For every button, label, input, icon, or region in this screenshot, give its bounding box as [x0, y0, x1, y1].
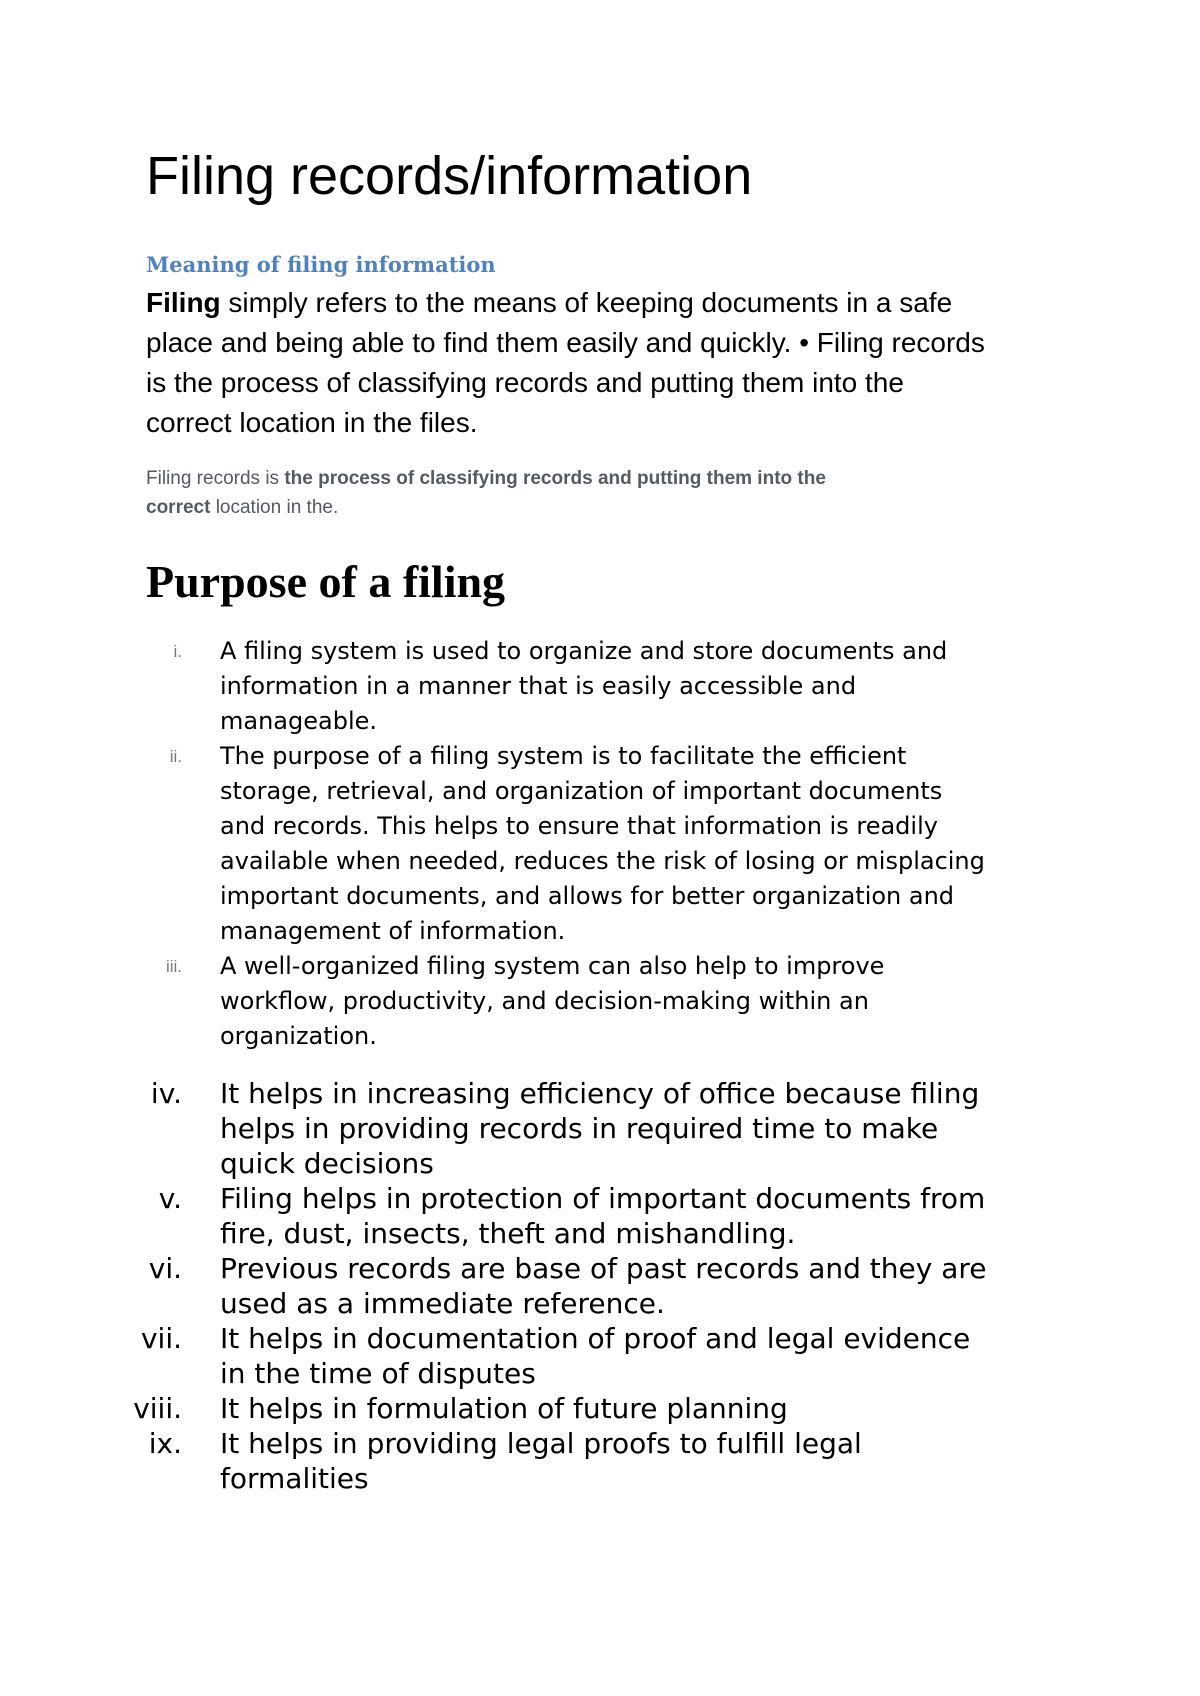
list-item-text: The purpose of a filing system is to facilitate the efficient: [220, 742, 907, 770]
list-item-number: ix.: [148, 1427, 182, 1460]
snippet-line: [146, 464, 1046, 493]
list-item: [120, 1391, 1080, 1426]
list-item-number: vi.: [148, 1252, 182, 1285]
list-item-number: i.: [173, 642, 182, 661]
list-item-text: Previous records are base of past records and they are: [220, 1252, 987, 1285]
list-item-number: v.: [158, 1182, 182, 1215]
list-item: [146, 634, 1086, 739]
list-item-number: iv.: [150, 1077, 182, 1110]
definition-line: is the process of classifying records and putting them into the: [146, 367, 904, 398]
list-item-text: It helps in documentation of proof and legal evidence: [220, 1322, 971, 1355]
list-item-text: A filing system is used to organize and store documents and: [220, 637, 948, 665]
definition-snippet: [146, 464, 1046, 522]
list-item-text: workflow, productivity, and decision-making within an: [220, 987, 869, 1015]
list-item-text: A well-organized filing system can also help to improve: [220, 952, 885, 980]
definition-term: Filing: [146, 287, 221, 318]
list-item-text: It helps in formulation of future planning: [220, 1392, 788, 1425]
definition-paragraph: [146, 283, 1086, 443]
list-item-number: viii.: [133, 1392, 182, 1425]
definition-line: correct location in the files.: [146, 407, 478, 438]
definition-text: simply refers to the means of keeping documents in a safe: [220, 287, 953, 318]
list-item-text: available when needed, reduces the risk of losing or misplacing: [220, 847, 985, 875]
list-item-text: fire, dust, insects, theft and mishandling.: [220, 1217, 796, 1250]
definition-line: [146, 283, 1086, 323]
list-item: [120, 1076, 1080, 1181]
list-item-text: It helps in providing legal proofs to fulfill legal: [220, 1427, 862, 1460]
definition-line: place and being able to find them easily and quickly. • Filing records: [146, 327, 985, 358]
snippet-line: [146, 493, 1046, 522]
document-title: Filing records/information: [146, 146, 753, 206]
list-item-text: storage, retrieval, and organization of important documents: [220, 777, 943, 805]
purpose-list: [146, 634, 1086, 1054]
list-item-text: management of information.: [220, 917, 566, 945]
list-item-number: ii.: [169, 747, 182, 766]
list-item-text: Filing helps in protection of important documents from: [220, 1182, 986, 1215]
meaning-heading: Meaning of filing information: [146, 252, 496, 277]
list-item-text: used as a immediate reference.: [220, 1287, 665, 1320]
list-item: [120, 1321, 1080, 1391]
list-item-text: organization.: [220, 1022, 377, 1050]
list-item-text: in the time of disputes: [220, 1357, 536, 1390]
purpose-heading: Purpose of a filing: [146, 556, 506, 607]
list-item: [120, 1181, 1080, 1251]
list-item-text: information in a manner that is easily accessible and: [220, 672, 857, 700]
list-item-number: vii.: [140, 1322, 182, 1355]
list-item: [120, 1426, 1080, 1496]
list-item-text: It helps in increasing efficiency of office because filing: [220, 1077, 980, 1110]
list-item-text: quick decisions: [220, 1147, 434, 1180]
list-item-text: manageable.: [220, 707, 378, 735]
list-item-number: iii.: [165, 957, 182, 976]
snippet-bold: the process of classifying records and putting them into the: [284, 468, 826, 489]
list-item: [120, 1251, 1080, 1321]
list-item: [146, 949, 1086, 1054]
list-item-text: important documents, and allows for better organization and: [220, 882, 955, 910]
list-item: [146, 739, 1086, 949]
list-item-text: helps in providing records in required time to make: [220, 1112, 939, 1145]
list-item-text: formalities: [220, 1462, 369, 1495]
snippet-text: Filing records is: [146, 468, 285, 489]
list-item-text: and records. This helps to ensure that information is readily: [220, 812, 938, 840]
benefits-list: [120, 1076, 1080, 1496]
snippet-text: location in the.: [210, 497, 339, 518]
snippet-bold: correct: [146, 497, 211, 518]
